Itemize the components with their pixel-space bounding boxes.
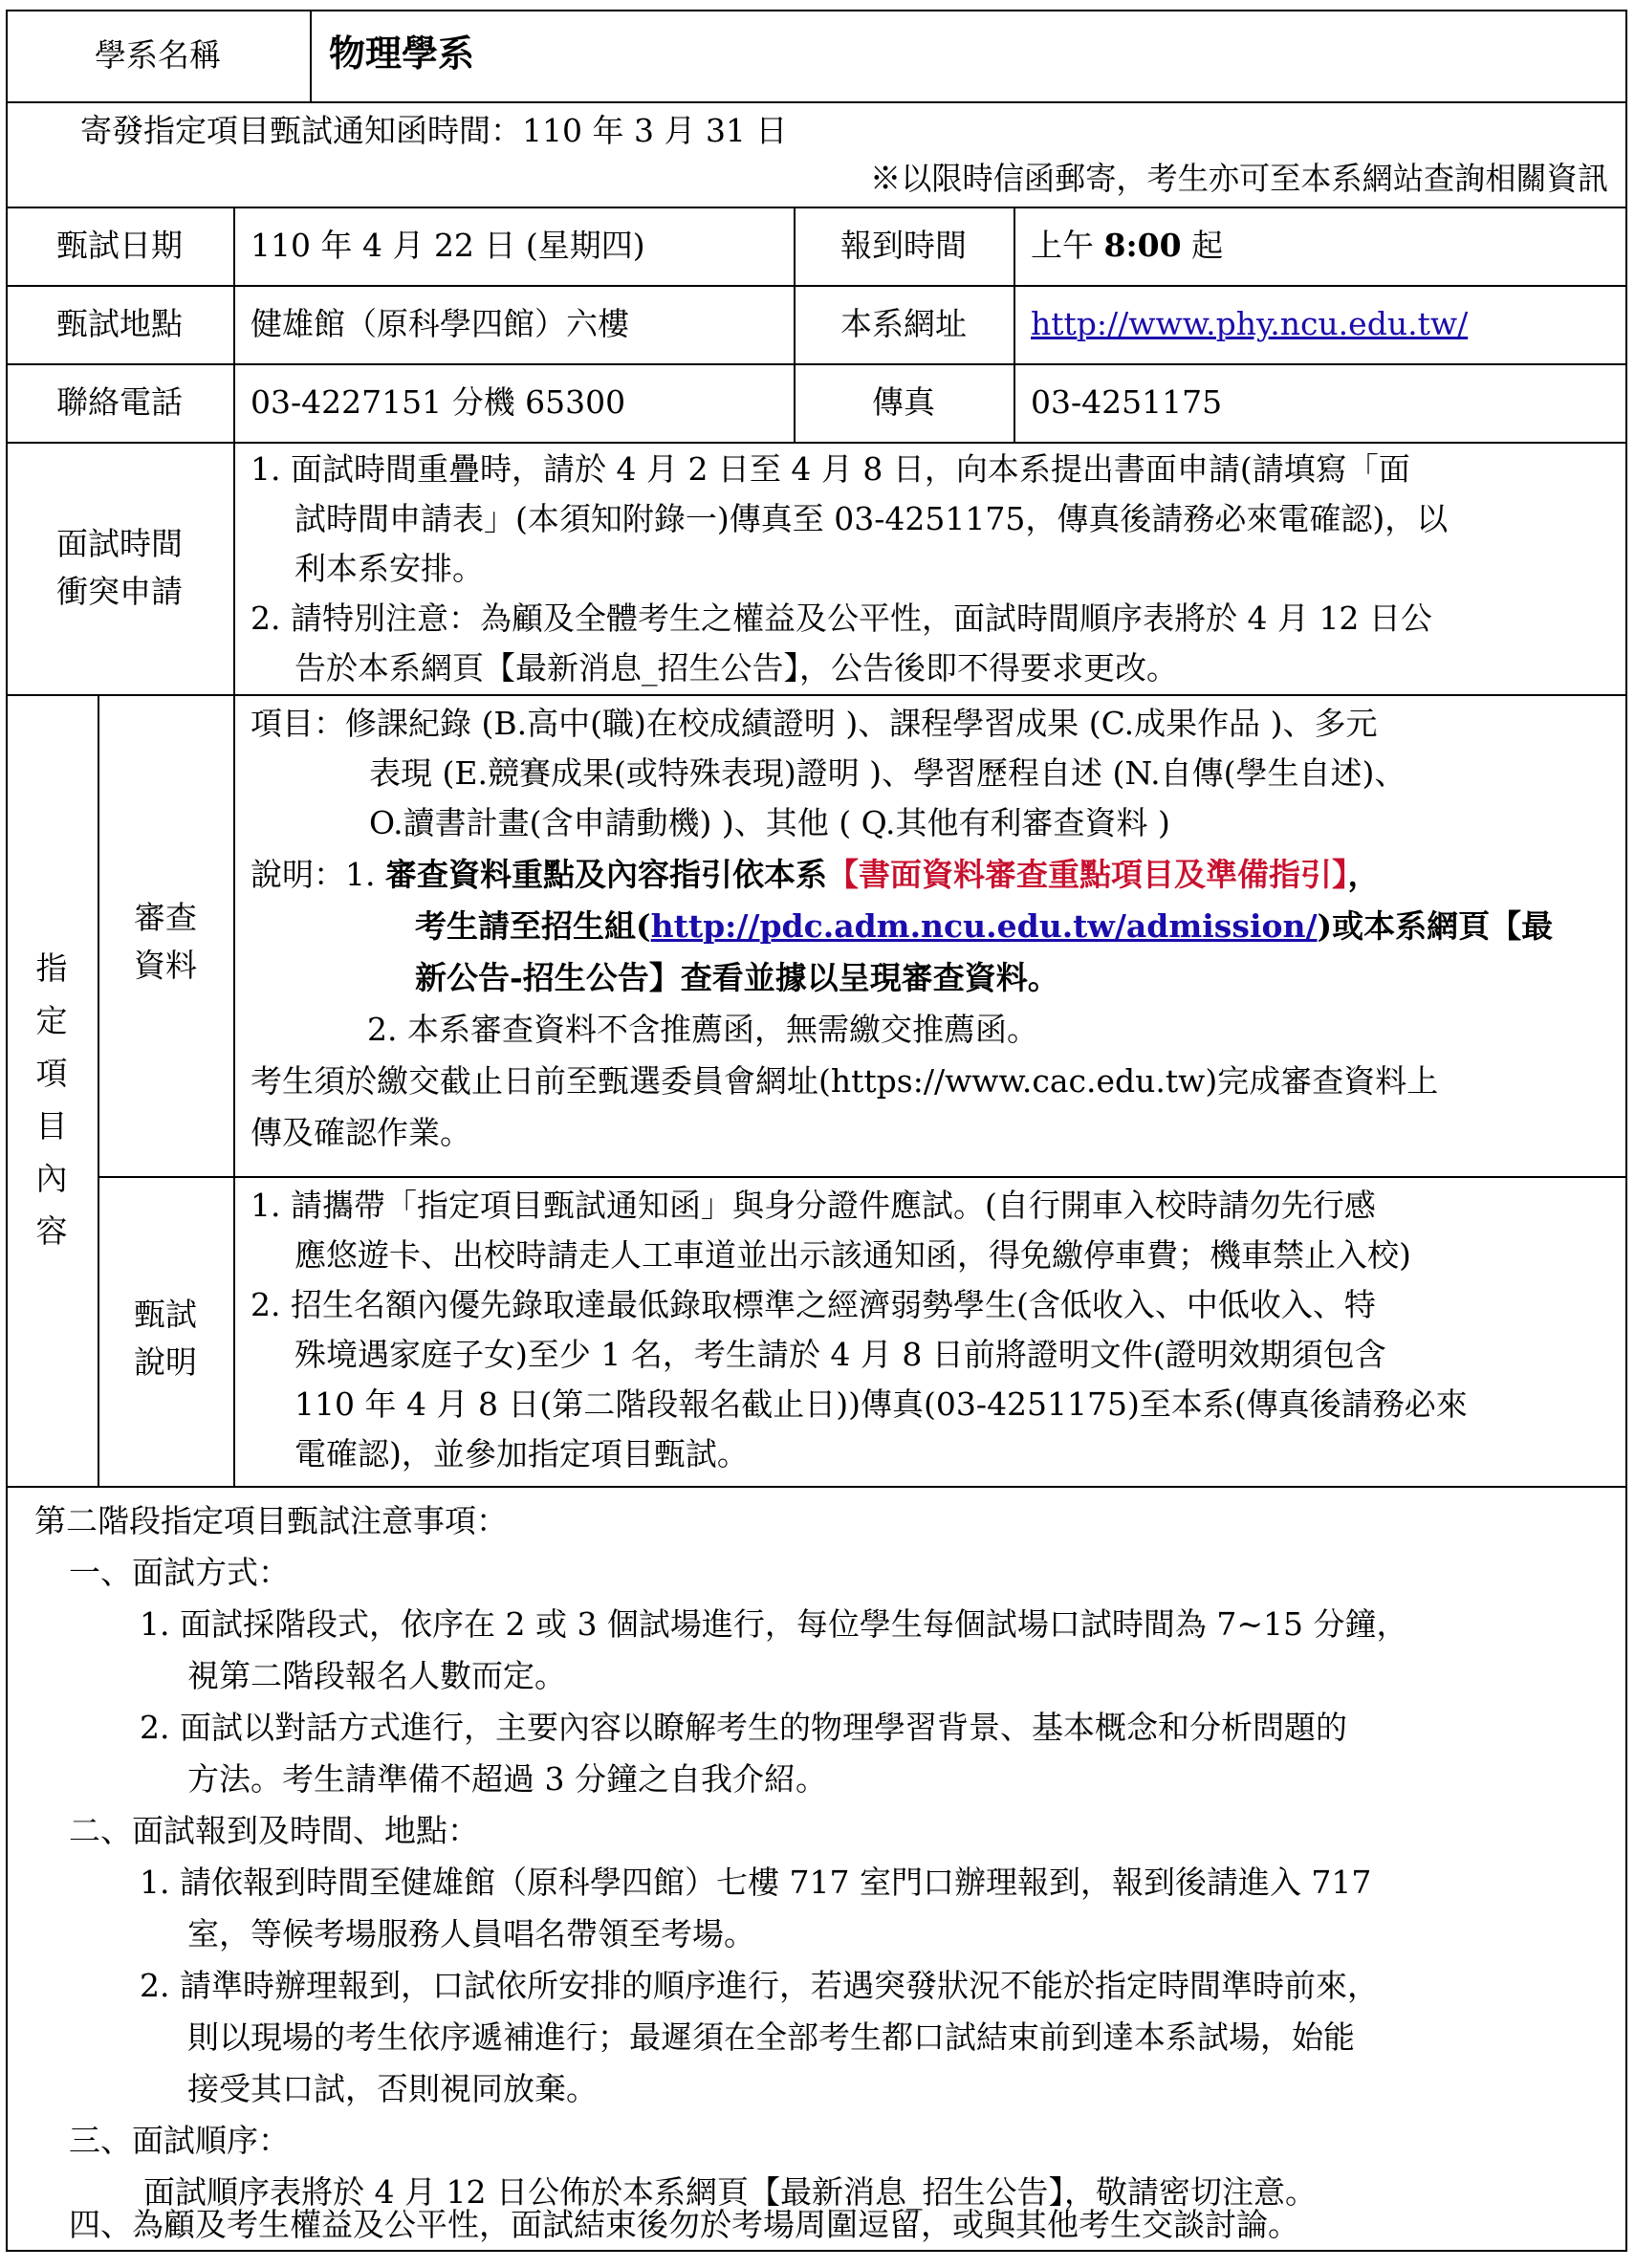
review-note-1-line3: 新公告-招生公告】查看並據以呈現審查資料。 (415, 959, 1059, 996)
fax-value: 03-4251175 (1031, 383, 1223, 421)
admission-link[interactable]: http://pdc.adm.ncu.edu.tw/admission/ (650, 907, 1318, 945)
review-items-line: 表現 (E.競賽成果(或特殊表現)證明 )、學習歷程自述 (N.自傳(學生自述)、 (369, 754, 1406, 792)
exam-line: 電確認)，並參加指定項目甄試。 (294, 1435, 749, 1472)
notes-section-2-title: 二、面試報到及時間、地點： (69, 1812, 479, 1849)
admission-notice-document (6, 10, 1627, 2252)
notes-item: 1. 面試採階段式，依序在 2 或 3 個試場進行，每位學生每個試場口試時間為 7~15 分鐘， (140, 1605, 1408, 1643)
notes-title: 第二階段指定項目甄試注意事項： (34, 1502, 508, 1539)
mail-note: ※以限時信函郵寄，考生亦可至本系網站查詢相關資訊 (870, 160, 1608, 197)
review-items-line: 項目：修課紀錄 (B.高中(職)在校成績證明 )、課程學習成果 (C.成果作品 )、多元 (251, 705, 1378, 742)
conflict-line: 利本系安排。 (294, 550, 484, 587)
notes-item: 則以現場的考生依序遞補進行；最遲須在全部考生都口試結束前到達本系試場，始能 (187, 2018, 1355, 2056)
review-label-1: 審查 (134, 899, 197, 936)
conflict-line: 試時間申請表」(本須知附錄一)傳真至 03-4251175，傳真後請務必來電確認)，以 (294, 500, 1449, 537)
designated-label: 指定項目內容 (35, 949, 68, 1250)
notes-item: 2. 面試以對話方式進行，主要內容以瞭解考生的物理學習背景、基本概念和分析問題的 (140, 1709, 1347, 1746)
checkin-label: 報到時間 (840, 227, 967, 264)
conflict-label-1: 面試時間 (56, 525, 183, 562)
dept-website-link[interactable]: http://www.phy.ncu.edu.tw/ (1031, 305, 1469, 342)
notes-section-1-title: 一、面試方式： (69, 1554, 290, 1591)
review-note-1: 說明：1. 審查資料重點及內容指引依本系【書面資料審查重點項目及準備指引】， (251, 856, 1380, 893)
review-note-2: 2. 本系審查資料不含推薦函，無需繳交推薦函。 (367, 1011, 1038, 1048)
notes-item: 視第二階段報名人數而定。 (187, 1657, 566, 1694)
exam-line: 應悠遊卡、出校時請走人工車道並出示該通知函，得免繳停車費；機車禁止入校) (294, 1236, 1411, 1274)
conflict-line: 2. 請特別注意：為顧及全體考生之權益及公平性，面試時間順序表將於 4 月 12 日公 (251, 600, 1432, 637)
upload-line: 考生須於繳交截止日前至甄選委員會網址(https://www.cac.edu.tw)完成審查資料上 (251, 1062, 1439, 1100)
notes-section-4: 四、為顧及考生權益及公平性，面試結束後勿於考場周圍逗留，或與其他考生交談討論。 (69, 2206, 1299, 2243)
notes-item: 2. 請準時辦理報到，口試依所安排的順序進行，若遇突發狀況不能於指定時間準時前來， (140, 1967, 1379, 2004)
date-label: 甄試日期 (56, 227, 183, 264)
exam-label-1: 甄試 (134, 1296, 197, 1333)
web-label: 本系網址 (840, 305, 967, 342)
dept-label: 學系名稱 (95, 36, 221, 74)
phone-value: 03-4227151 分機 65300 (251, 383, 626, 421)
fax-label: 傳真 (872, 383, 935, 421)
exam-line: 110 年 4 月 8 日(第二階段報名截止日))傳真(03-4251175)至本系(傳真後請務必來 (294, 1385, 1468, 1423)
upload-line: 傳及確認作業。 (251, 1114, 471, 1151)
notes-item: 面試順序表將於 4 月 12 日公佈於本系網頁【最新消息_招生公告】，敬請密切注意。 (143, 2173, 1317, 2211)
notes-item: 室，等候考場服務人員唱名帶領至考場。 (187, 1915, 755, 1952)
notes-item: 方法。考生請準備不超過 3 分鐘之自我介紹。 (187, 1760, 827, 1798)
date-value: 110 年 4 月 22 日 (星期四) (251, 227, 645, 264)
conflict-line: 1. 面試時間重疊時，請於 4 月 2 日至 4 月 8 日，向本系提出書面申請(請填寫「面 (251, 450, 1410, 488)
exam-line: 殊境遇家庭子女)至少 1 名，考生請於 4 月 8 日前將證明文件(證明效期須包含 (294, 1336, 1386, 1373)
phone-label: 聯絡電話 (56, 383, 183, 421)
notes-item: 接受其口試，否則視同放棄。 (187, 2070, 598, 2107)
send-time: 寄發指定項目甄試通知函時間：110 年 3 月 31 日 (80, 112, 788, 149)
conflict-line: 告於本系網頁【最新消息_招生公告】，公告後即不得要求更改。 (294, 649, 1178, 687)
checkin-value: 上午 8:00 起 (1031, 227, 1224, 264)
place-label: 甄試地點 (56, 305, 183, 342)
notes-section-3-title: 三、面試順序： (69, 2122, 290, 2159)
notes-item: 1. 請依報到時間至健雄館（原科學四館）七樓 717 室門口辦理報到，報到後請進入 717 (140, 1864, 1372, 1901)
dept-name: 物理學系 (329, 32, 475, 75)
place-value: 健雄館（原科學四館）六樓 (251, 305, 629, 342)
exam-label-2: 說明 (134, 1343, 197, 1381)
review-items-line: O.讀書計畫(含申請動機) )、其他 ( Q.其他有利審查資料 ) (369, 804, 1170, 841)
conflict-label-2: 衝突申請 (56, 573, 183, 610)
exam-line: 2. 招生名額內優先錄取達最低錄取標準之經濟弱勢學生(含低收入、中低收入、特 (251, 1286, 1376, 1323)
review-label-2: 資料 (134, 947, 197, 984)
review-note-1-line2: 考生請至招生組(http://pdc.adm.ncu.edu.tw/admission/)或本系網頁【最 (415, 907, 1554, 945)
exam-line: 1. 請攜帶「指定項目甄試通知函」與身分證件應試。(自行開車入校時請勿先行感 (251, 1187, 1376, 1224)
